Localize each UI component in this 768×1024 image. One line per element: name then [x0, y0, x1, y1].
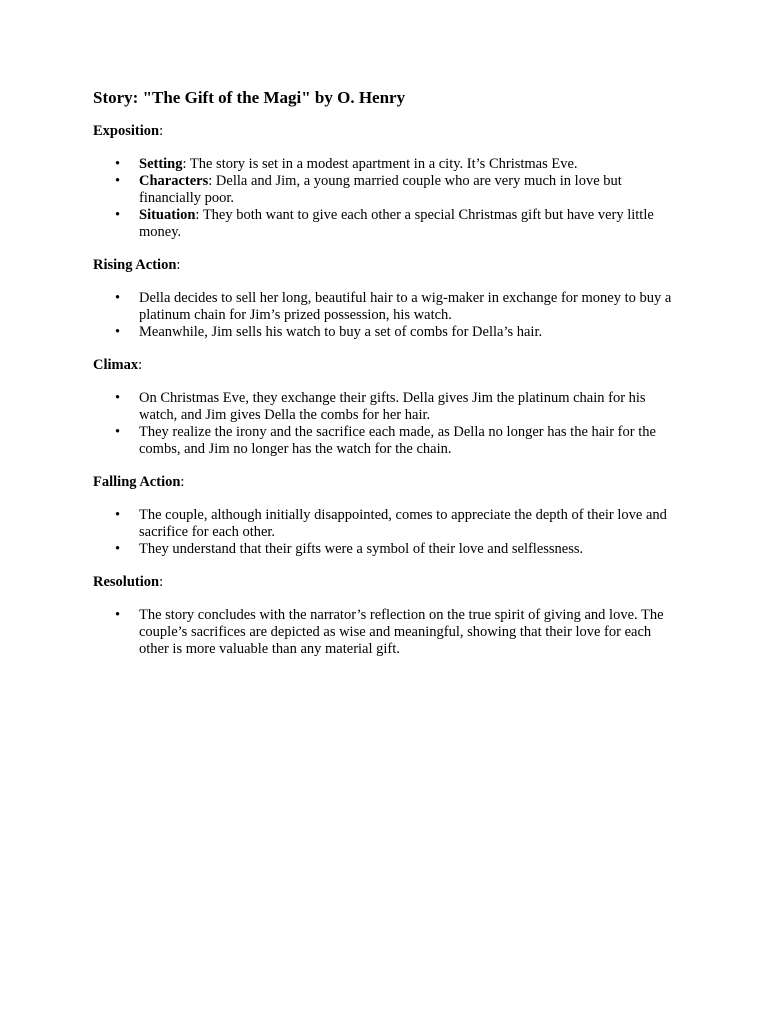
list-item	[93, 173, 683, 207]
section-heading-label: Exposition	[93, 123, 160, 139]
section-heading-resolution	[93, 574, 683, 591]
bullet-icon: •	[115, 424, 121, 440]
list-item	[93, 156, 683, 173]
item-text: They understand that their gifts were a symbol of their love and selflessness.	[139, 541, 584, 557]
heading-colon: :	[176, 257, 181, 273]
resolution-list	[93, 607, 683, 658]
bullet-icon: •	[115, 390, 121, 406]
section-heading-label: Falling Action	[93, 474, 181, 490]
list-item	[93, 507, 683, 541]
list-item	[93, 290, 683, 324]
bullet-icon: •	[115, 173, 121, 189]
item-text: The couple, although initially disappointed, comes to appreciate the depth of their love and sacrifice for each other.	[139, 507, 667, 540]
bullet-icon: •	[115, 290, 121, 306]
section-heading-climax	[93, 357, 683, 374]
list-item	[93, 424, 683, 458]
bullet-icon: •	[115, 207, 121, 223]
climax-list	[93, 390, 683, 458]
item-text: : Della and Jim, a young married couple who are very much in love but financially poor.	[139, 173, 622, 206]
heading-colon: :	[180, 474, 185, 490]
heading-colon: :	[138, 357, 143, 373]
bullet-icon: •	[115, 541, 121, 557]
item-term: Characters	[139, 173, 209, 189]
section-heading-rising-action	[93, 257, 683, 274]
list-item	[93, 207, 683, 241]
item-text: They realize the irony and the sacrifice each made, as Della no longer has the hair for the combs, and Jim no longer has the watch for the chain.	[139, 424, 656, 457]
rising-action-list	[93, 290, 683, 341]
bullet-icon: •	[115, 324, 121, 340]
bullet-icon: •	[115, 607, 121, 623]
section-heading-label: Resolution	[93, 574, 160, 590]
falling-action-list	[93, 507, 683, 558]
exposition-list	[93, 156, 683, 241]
list-item	[93, 390, 683, 424]
item-text: Della decides to sell her long, beautiful hair to a wig-maker in exchange for money to buy a platinum chain for Jim’s prized possession, his watch.	[139, 290, 672, 323]
item-term: Situation	[139, 207, 196, 223]
bullet-icon: •	[115, 507, 121, 523]
section-heading-falling-action	[93, 474, 683, 491]
item-text: On Christmas Eve, they exchange their gifts. Della gives Jim the platinum chain for his watch, and Jim gives Della the combs for her hair.	[139, 390, 646, 423]
document-page	[93, 88, 683, 674]
item-term: Setting	[139, 156, 183, 172]
item-text: : They both want to give each other a special Christmas gift but have very little money.	[139, 207, 654, 240]
section-heading-label: Climax	[93, 357, 139, 373]
list-item	[93, 607, 683, 658]
item-text: : The story is set in a modest apartment in a city. It’s Christmas Eve.	[182, 156, 578, 172]
document-title: Story: "The Gift of the Magi" by O. Henry	[93, 88, 406, 107]
item-text: Meanwhile, Jim sells his watch to buy a set of combs for Della’s hair.	[139, 324, 543, 340]
section-heading-label: Rising Action	[93, 257, 177, 273]
bullet-icon: •	[115, 156, 121, 172]
list-item	[93, 324, 683, 341]
heading-colon: :	[159, 123, 164, 139]
heading-colon: :	[159, 574, 164, 590]
list-item	[93, 541, 683, 558]
section-heading-exposition	[93, 123, 683, 140]
item-text: The story concludes with the narrator’s reflection on the true spirit of giving and love. The couple’s sacrifices are depicted as wise and meaningful, showing that their love for each other is more valuable than any material gift.	[139, 607, 664, 657]
